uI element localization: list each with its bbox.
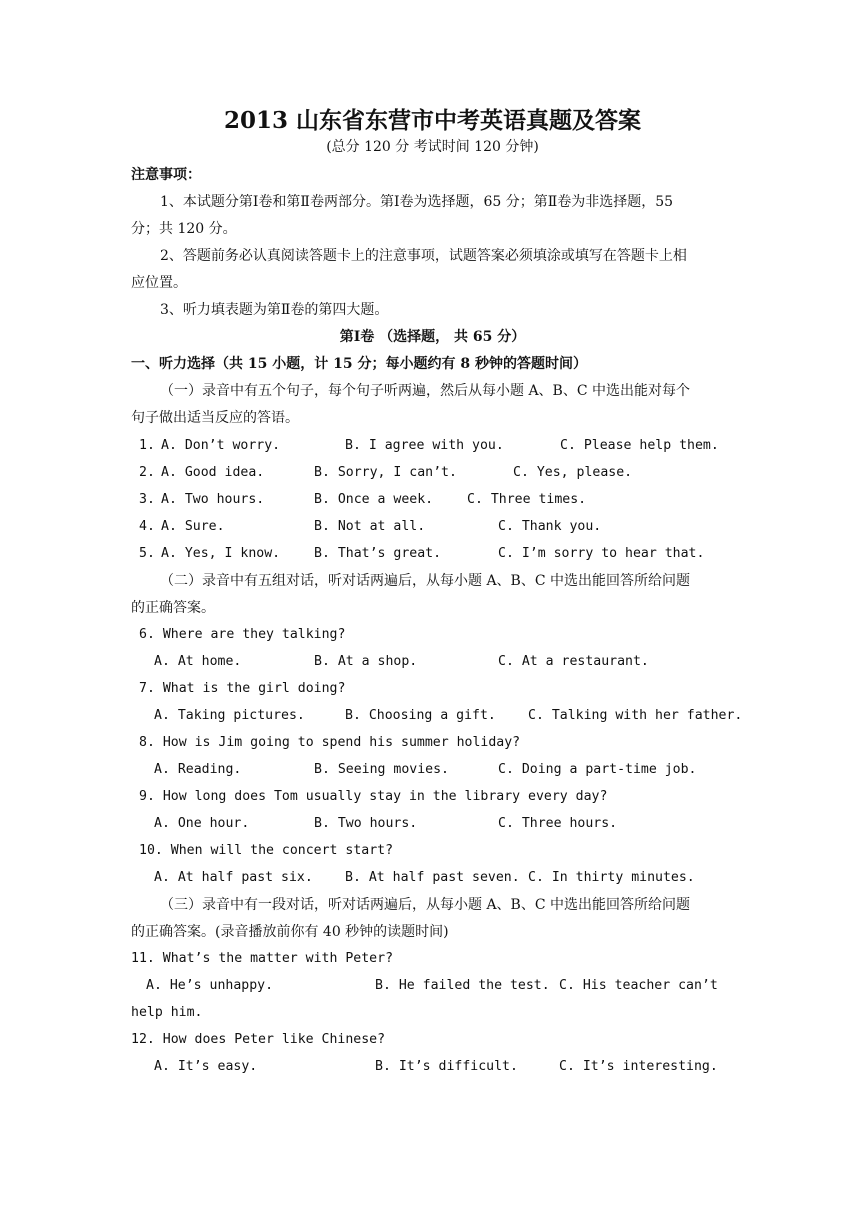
option-a: A. Good idea.	[161, 465, 265, 480]
option-c: C. His teacher can’t	[559, 978, 718, 993]
option-c: C. Please help them.	[560, 438, 719, 453]
option-a: A. At home.	[154, 654, 242, 669]
question-text: 10. When will the concert start?	[139, 843, 394, 858]
option-c: C. Talking with her father.	[528, 708, 743, 723]
option-b: B. Choosing a gift.	[345, 708, 496, 723]
option-c: C. Three hours.	[498, 816, 618, 831]
option-continuation: help him.	[131, 1005, 203, 1020]
part-intro: （一）录音中有五个句子，每个句子听两遍，然后从每小题 A、B、C 中选出能对每个	[160, 383, 691, 399]
option-b: B. I agree with you.	[345, 438, 504, 453]
section-heading: 一、听力选择（共 15 小题，计 15 分；每小题约有 8 秒钟的答题时间）	[131, 356, 587, 372]
question-number: 2.	[139, 465, 155, 480]
part-intro: （二）录音中有五组对话，听对话两遍后，从每小题 A、B、C 中选出能回答所给问题	[160, 573, 691, 589]
option-c: C. I’m sorry to hear that.	[498, 546, 705, 561]
notice-line: 1、本试题分第Ⅰ卷和第Ⅱ卷两部分。第Ⅰ卷为选择题，65 分；第Ⅱ卷为非选择题，55	[160, 194, 674, 210]
option-c: C. In thirty minutes.	[528, 870, 695, 885]
option-b: B. At half past seven.	[345, 870, 520, 885]
volume-heading: 第Ⅰ卷 （选择题， 共 65 分）	[339, 329, 526, 345]
option-c: C. Three times.	[467, 492, 587, 507]
option-c: C. It’s interesting.	[559, 1059, 718, 1074]
question-number: 1.	[139, 438, 155, 453]
option-b: B. He failed the test.	[375, 978, 550, 993]
question-number: 5.	[139, 546, 155, 561]
option-a: A. At half past six.	[154, 870, 313, 885]
page-title: 2013 山东省东营市中考英语真题及答案	[223, 107, 642, 134]
option-b: B. At a shop.	[314, 654, 418, 669]
notice-line: 应位置。	[131, 275, 187, 291]
question-text: 11. What’s the matter with Peter?	[131, 951, 394, 966]
option-b: B. Two hours.	[314, 816, 418, 831]
option-a: A. One hour.	[154, 816, 250, 831]
option-a: A. Yes, I know.	[161, 546, 281, 561]
question-text: 8. How is Jim going to spend his summer holiday?	[139, 735, 521, 750]
page-subtitle: (总分 120 分 考试时间 120 分钟)	[326, 139, 539, 155]
option-a: A. Taking pictures.	[154, 708, 305, 723]
option-c: C. At a restaurant.	[498, 654, 649, 669]
notice-line: 3、听力填表题为第Ⅱ卷的第四大题。	[160, 302, 389, 318]
notice-heading: 注意事项：	[131, 167, 201, 183]
option-b: B. Not at all.	[314, 519, 426, 534]
option-a: A. Two hours.	[161, 492, 265, 507]
option-b: B. That’s great.	[314, 546, 442, 561]
notice-line: 分；共 120 分。	[131, 221, 237, 237]
option-b: B. Seeing movies.	[314, 762, 449, 777]
part-intro: 句子做出适当反应的答语。	[131, 410, 299, 426]
option-b: B. It’s difficult.	[375, 1059, 518, 1074]
question-number: 4.	[139, 519, 155, 534]
option-a: A. Don’t worry.	[161, 438, 281, 453]
option-a: A. It’s easy.	[154, 1059, 258, 1074]
part-intro: 的正确答案。(录音播放前你有 40 秒钟的读题时间)	[131, 924, 449, 940]
question-text: 7. What is the girl doing?	[139, 681, 346, 696]
option-b: B. Sorry, I can’t.	[314, 465, 457, 480]
option-c: C. Doing a part-time job.	[498, 762, 697, 777]
question-text: 9. How long does Tom usually stay in the library every day?	[139, 789, 608, 804]
notice-line: 2、答题前务必认真阅读答题卡上的注意事项，试题答案必须填涂或填写在答题卡上相	[160, 248, 687, 264]
option-a: A. Sure.	[161, 519, 225, 534]
option-b: B. Once a week.	[314, 492, 434, 507]
question-number: 3.	[139, 492, 155, 507]
part-intro: （三）录音中有一段对话，听对话两遍后，从每小题 A、B、C 中选出能回答所给问题	[160, 897, 691, 913]
question-text: 12. How does Peter like Chinese?	[131, 1032, 386, 1047]
option-c: C. Thank you.	[498, 519, 602, 534]
option-a: A. Reading.	[154, 762, 242, 777]
part-intro: 的正确答案。	[131, 600, 215, 616]
question-text: 6. Where are they talking?	[139, 627, 346, 642]
option-c: C. Yes, please.	[513, 465, 633, 480]
option-a: A. He’s unhappy.	[146, 978, 274, 993]
